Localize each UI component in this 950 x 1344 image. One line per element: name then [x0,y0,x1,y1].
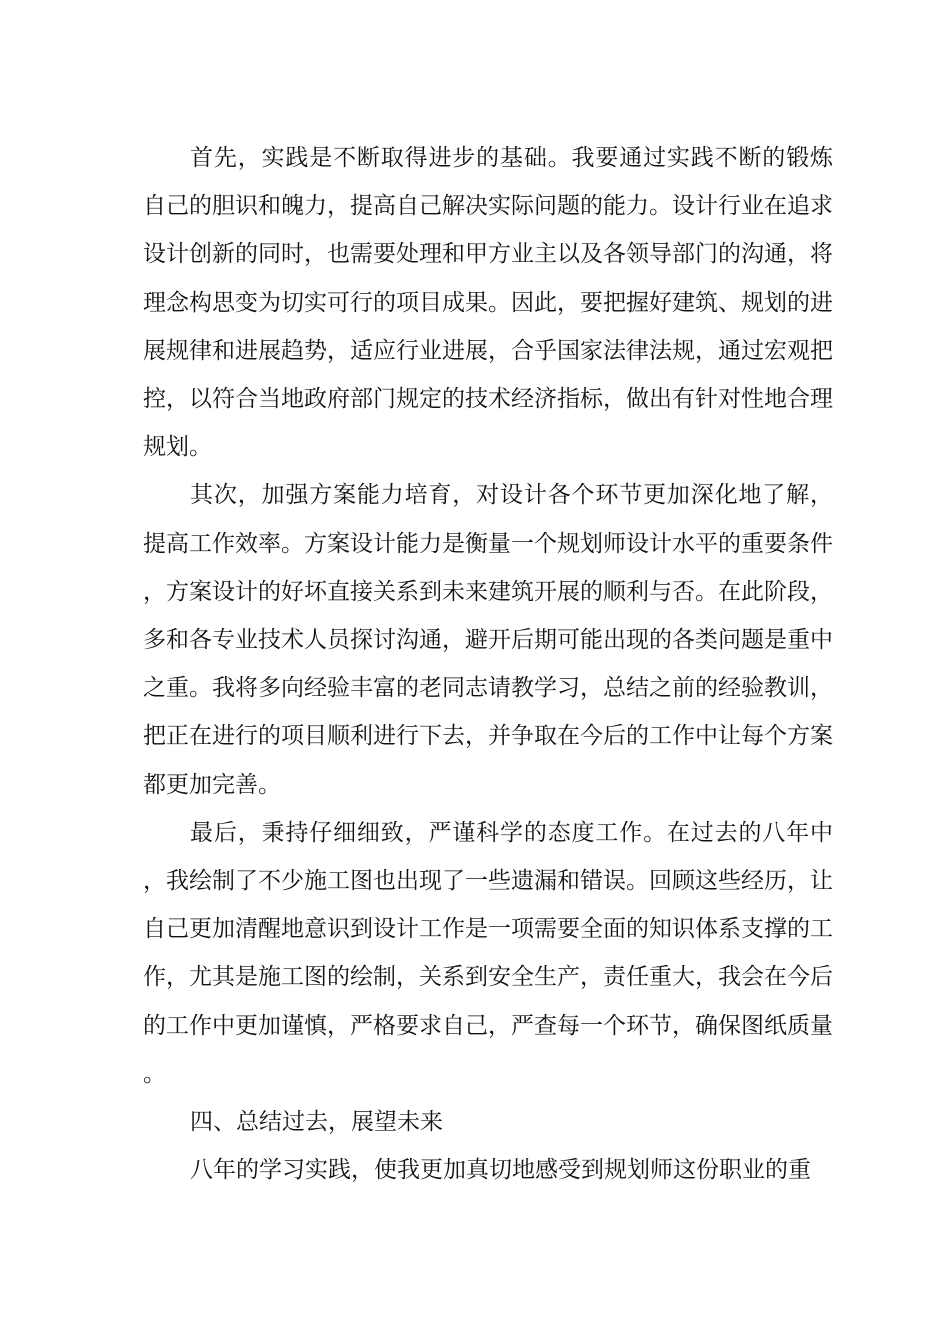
paragraph-careful-attitude: 最后，秉持仔细细致，严谨科学的态度工作。在过去的八年中，我绘制了不少施工图也出现了一些遗漏和错误。回顾这些经历，让自己更加清醒地意识到设计工作是一项需要全面的知识体系支撑的工作，尤其是施工图的绘制，关系到安全生产，责任重大，我会在今后的工作中更加谨慎，严格要求自己，严查每一个环节，确保图纸质量。 [143,819,833,1087]
section-heading: 四、总结过去，展望未来 [190,1109,443,1136]
paragraph-practice: 首先，实践是不断取得进步的基础。我要通过实践不断的锻炼自己的胆识和魄力，提高自己解决实际问题的能力。设计行业在追求设计创新的同时，也需要处理和甲方业主以及各领导部门的沟通，将理念构思变为切实可行的项目成果。因此，要把握好建筑、规划的进展规律和进展趋势，适应行业进展，合乎国家法律法规，通过宏观把控，以符合当地政府部门规定的技术经济指标，做出有针对性地合理规划。 [143,145,833,461]
paragraph-design-ability: 其次，加强方案能力培育，对设计各个环节更加深化地了解，提高工作效率。方案设计能力是衡量一个规划师设计水平的重要条件，方案设计的好坏直接关系到未来建筑开展的顺利与否。在此阶段，多和各专业技术人员探讨沟通，避开后期可能出现的各类问题是重中之重。我将多向经验丰富的老同志请教学习，总结之前的经验教训，把正在进行的项目顺利进行下去，并争取在今后的工作中让每个方案都更加完善。 [143,482,833,798]
paragraph-closing: 八年的学习实践，使我更加真切地感受到规划师这份职业的重 [190,1157,811,1184]
document-body [143,134,833,1194]
